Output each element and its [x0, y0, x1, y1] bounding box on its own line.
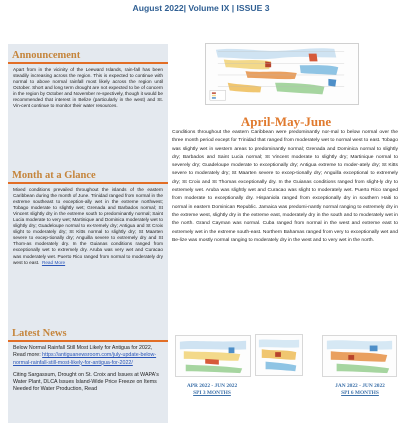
- announcement-rule: [8, 62, 168, 64]
- glance-text: Mixed conditions prevailed throughout the islands of the eastern Caribbean during the month of June. Trinidad ranged from normal in the extreme southeast to exception-ally wet in the extreme northwest; Tobago moderate to slightly wet; Grenada and Barbados normal; St Vincent slightly dry in the extreme south to predominantly normal; Saint Lucia moderate to very wet; Martinique and Dominica moderately wet to slightly dry; Guadeloupe normal to ex-tremely dry; Antigua and St Croix slight to moderately dry; St Kitts normal to slightly dry; St Maarten severe to excep-tionally dry; Anguilla severe to extremely dry and St Thom-as moderately dry. In the Guianas conditions ranged from exceptionally wet to extremely dry. Aruba was very wet and Curacao was moderately wet. Puerto Rico ranged from normal to moderately dry west to east.: [13, 187, 163, 265]
- read-more-link[interactable]: Read More: [41, 259, 66, 265]
- news-heading: Latest News: [12, 328, 67, 339]
- news-item-text: Below Normal Rainfall Still Most Likely for Antigua for 2022, Read more:: [13, 345, 153, 359]
- caption-index: SPI 6 MONTHS: [341, 389, 379, 396]
- announcement-section: [8, 50, 168, 109]
- news-item-text: Citing Sargassum, Drought on St. Croix and Issues at WAPA's Water Plant, DLCA Issues Island-Wide Price Freeze on Items Needed for Water Production, Read: [13, 371, 159, 393]
- announcement-body: Apart from in the vicinity of the Leeward Islands, rain-fall has been steadily increasing across the region. This is expected to continue with normal to above normal rainfall most likely across the region until October. Short and long term drought are not expected to be of concern in the region by October and November re-spectively, though it would be recommended that interest in Belize (particularly in the west) and St. Vin-cent continue to monitor their water resources.: [13, 67, 163, 109]
- spi-3-month-map: [175, 335, 251, 377]
- glance-body: [8, 187, 168, 266]
- caption-period: APR 2022 - JUN 2022: [186, 383, 238, 389]
- news-item-link[interactable]: https://antiguanewsroom.com/july-update-below-normal-rainfall-still-most-likely-for-antigua-for-2022/: [13, 352, 157, 366]
- glance-heading: Month at a Glance: [12, 170, 96, 181]
- announcement-heading: Announcement: [12, 50, 81, 61]
- spi-map-image: [205, 43, 359, 105]
- glance-rule: [8, 182, 168, 184]
- caption-index: SPI 3 MONTHS: [193, 389, 231, 396]
- spi-map-image: [255, 334, 303, 376]
- news-item: [8, 345, 168, 367]
- issue-header: August 2022| Volume IX | ISSUE 3: [132, 3, 270, 13]
- spi-6-month-map: [322, 335, 397, 377]
- latest-news-section: [8, 328, 168, 394]
- season-title: April-May-June: [240, 114, 332, 129]
- spi-6-month-caption: [320, 383, 400, 396]
- month-at-a-glance-section: [8, 170, 168, 266]
- season-body: Conditions throughout the eastern Caribbean were predominantly nor-mal to below normal over the three month period except for Trinidad that ranged from moderately wet to normal west to east. Tobago was slightly wet in western areas to predominantly normal; Grenada and Dominica normal to slightly dry; Barbados and Saint Lucia normal; St Vincent moderate to slightly dry; Martinique normal to severely dry; Guadeloupe moderate to exceptionally dry; Antigua extreme to moder-ately dry; St Kitts severe to moderately dry; St Maarten severe to excep-tionally dry; Anguilla exceptional to extremely dry; St Croix and St Thomas exceptionally dry. In the Guianas conditions ranged from slight-ly dry to extremely wet. Aruba was slightly wet and Curacao was slight to moderately wet. Puerto Rico ranged from moderate to exceptionally dry. Hispaniola ranged from exceptionally dry in southern Haiti to normal in eastern Dominican Republic. Jamaica was predomi-nantly normal ranging to extremely dry in the extreme west, slightly dry in the extreme east, moderately dry in the south and to moderately wet in the north. Grand Cayman was normal. Cuba ranged from normal in the west and extreme east to extremely wet in the extreme south-east. Northern Bahamas ranged from very to exceptionally wet and Be-lize was mostly normal ranging to moderately dry in the west and to very wet in the north.: [172, 130, 398, 243]
- news-item: [8, 372, 168, 394]
- news-rule: [8, 340, 168, 342]
- caption-period: JAN 2022 - JUN 2022: [335, 383, 385, 389]
- spi-3-month-caption: [172, 383, 252, 396]
- left-sidebar: [8, 44, 168, 423]
